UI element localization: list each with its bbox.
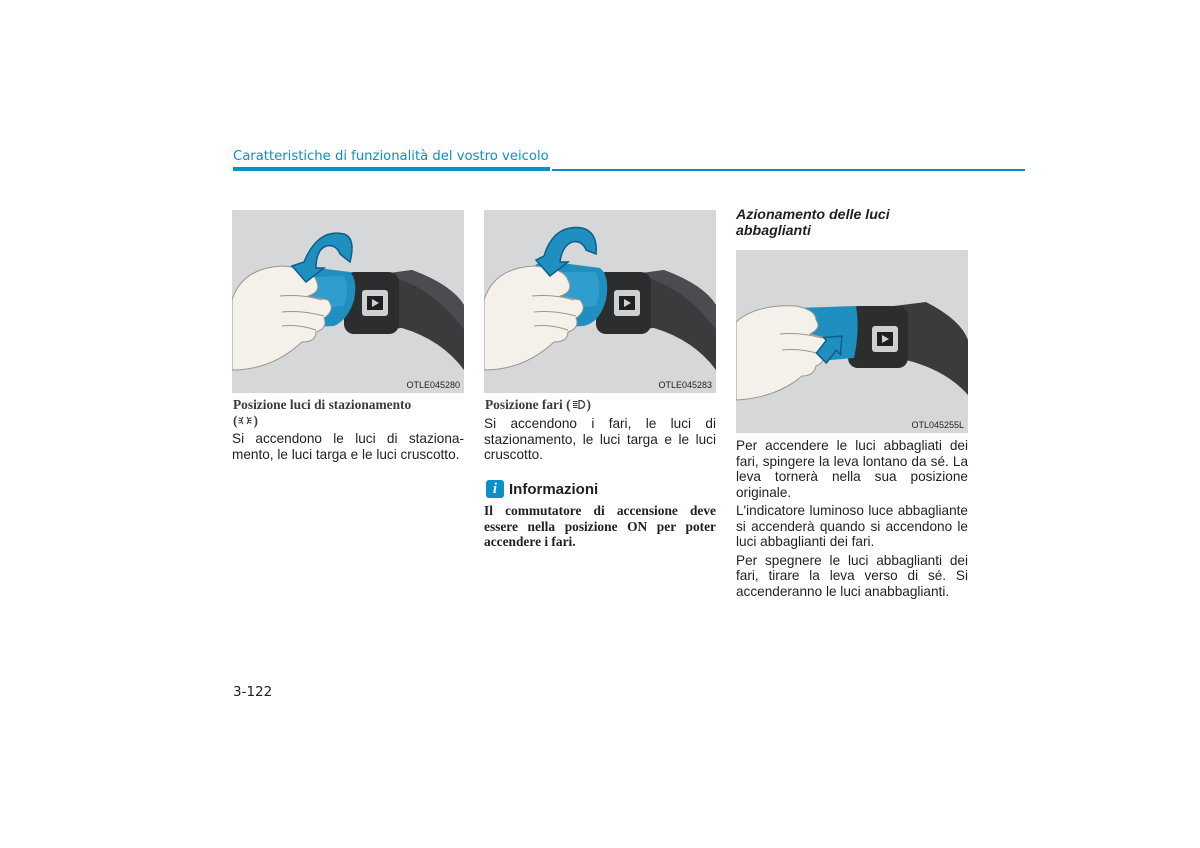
figure-high-beam — [736, 250, 968, 433]
figure-parking-lights — [232, 210, 464, 393]
header-rule-thick — [233, 167, 550, 171]
figure-code: OTLE045283 — [658, 380, 712, 390]
info-title: Informazioni — [509, 481, 599, 498]
figure-code: OTLE045280 — [406, 380, 460, 390]
header-rule-thin — [552, 169, 1025, 171]
stalk-illustration-2 — [484, 210, 716, 393]
parking-light-icon — [238, 415, 252, 426]
paragraph: Per spegnere le luci abbaglianti dei fari, tirare la leva verso di sé. Si accenderanno le luci anabbaglianti. — [736, 552, 968, 599]
figure-code: OTL045255L — [911, 420, 964, 430]
body-parking-lights: Si accendono le luci di staziona-mento, le luci targa e le luci cruscotto. — [232, 431, 464, 462]
figure-headlights — [484, 210, 716, 393]
high-beam-heading: Azionamento delle luci abbaglianti — [736, 207, 890, 239]
page-number: 3-122 — [233, 684, 273, 700]
paragraph: L'indicatore luminoso luce abbagliante si accenderà quando si accendono le luci abbaglianti dei fari. — [736, 503, 968, 549]
headlight-icon — [572, 399, 586, 410]
section-title: Caratteristiche di funzionalità del vostro veicolo — [233, 149, 549, 164]
stalk-illustration-3 — [736, 250, 968, 433]
paragraph: Per accendere le luci abbagliati dei fari, spingere la leva lontano da sé. La leva tornerà nella sua posizione originale. — [736, 438, 968, 500]
caption-parking-lights: Posizione luci di stazionamento ( ) — [233, 397, 412, 428]
high-beam-body — [736, 438, 968, 602]
caption-title: Posizione fari ( — [485, 397, 571, 412]
info-icon: i — [486, 480, 504, 498]
caption-title: Posizione luci di stazionamento — [233, 397, 412, 412]
info-text: Il commutatore di accensione deve essere nella posizione ON per poter accendere i fari. — [484, 503, 716, 549]
stalk-illustration-1 — [232, 210, 464, 393]
caption-headlights: Posizione fari ( ) — [485, 397, 591, 412]
body-headlights: Si accendono i fari, le luci di stazionamento, le luci targa e le luci cruscotto. — [484, 416, 716, 462]
